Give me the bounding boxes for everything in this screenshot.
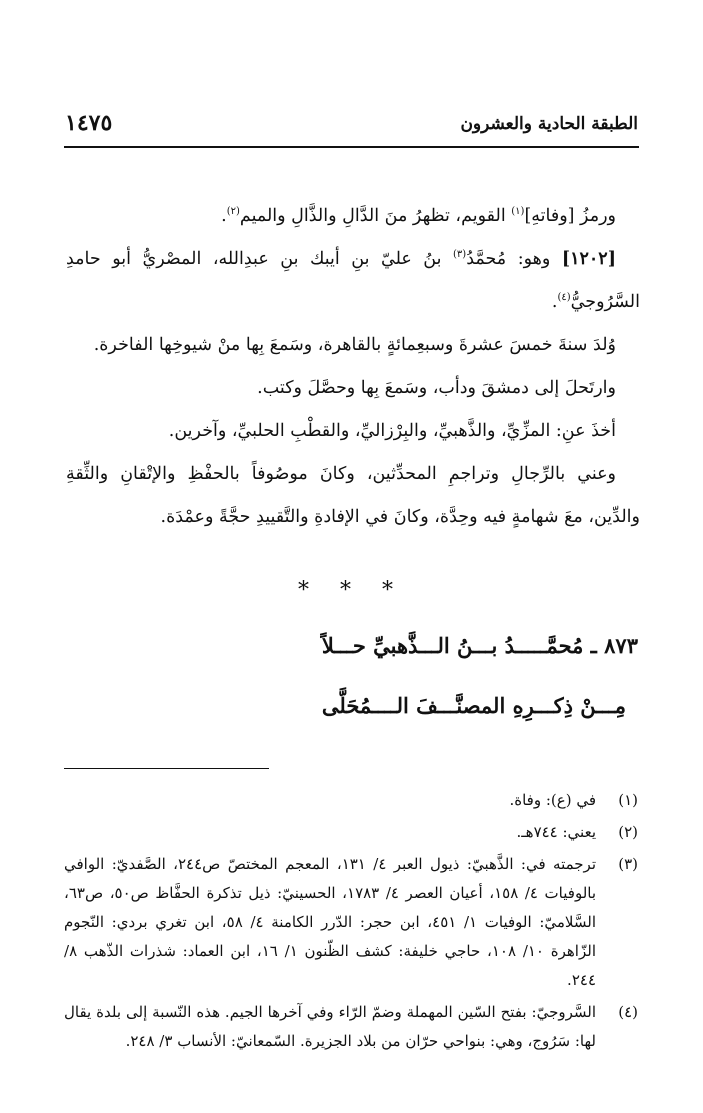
page-header (0, 110, 703, 144)
footnote-text: ترجمته في: الذَّهبيّ: ذيول العبر ٤/ ١٣١، المعجم المختصّ ص٢٤٤، الصَّفديّ: الوافي بالوفيات ٤/ ١٥٨، أعيان العصر ٤/ ١٧٨٣، الحسينيّ: ذيل تذكرة الحفَّاظ ص٥٠، ص٦٣، السَّلاميّ: الوفيات ١/ ٤٥١، ابن حجر: الدّرر الكامنة ٤/ ٥٨، ابن تغري بردي: النّجوم الزّاهرة ١٠/ ١٠٨، حاجي خليفة: كشف الظّنون ١/ ١٦، ابن العماد: شذرات الذّهب ٨/ ٢٤٤. (64, 855, 597, 989)
footnote-number: (٣) (618, 855, 638, 873)
main-text (66, 195, 640, 539)
footnote-ref-1[interactable]: (١) (511, 206, 525, 218)
section-divider-stars: * * * (298, 578, 405, 603)
paragraph-5: أخذَ عنِ: المزِّيِّ، والذَّهبيِّ، والبِرْزاليِّ، والقطْبِ الحلبيِّ، وآخرين. (168, 421, 616, 441)
header-rule (64, 146, 639, 148)
entry-number: [١٢٠٢] (561, 249, 616, 269)
entry-873-line-1: ٨٧٣ ـ مُحمَّـــــدُ بـــنُ الـــذَّهبيِّ حـــلاً (321, 633, 638, 658)
paragraph-1: ورمزُ [وفاتهِ]$^{(١)}$ القويم، تظهرُ منَ الدَّالِ والذَّالِ والميم$^{(٢)}$. (221, 206, 616, 226)
footnote-number: (٤) (618, 1003, 638, 1021)
footnote-3 (64, 850, 638, 995)
footnote-2 (64, 818, 638, 847)
footnote-number: (١) (618, 791, 638, 809)
footnote-ref-3[interactable]: (٣) (453, 249, 467, 261)
footnote-4 (64, 998, 638, 1056)
paragraph-3: وُلدَ سنةَ خمسَ عشرةَ وسبعِمائةٍ بالقاهرة، وسَمعَ بِها منْ شيوخِها الفاخرة. (93, 335, 616, 355)
footnote-text: في (ع): وفاة. (509, 791, 596, 809)
paragraph-6: وعني بالرِّجالِ وتراجمِ المحدِّثين، وكانَ موصُوفاً بالحفْظِ والإتْقانِ والثِّقةِ والدِّين، معَ شهامةٍ فيه وحِدَّة، وكانَ في الإفادةِ والتَّقييدِ حجَّةً وعمْدَة. (66, 464, 640, 527)
footnotes (64, 786, 638, 1059)
entry-873-heading (63, 616, 638, 736)
footnote-1 (64, 786, 638, 815)
footnote-text: يعني: ٧٤٤هـ. (516, 823, 596, 841)
footnote-number: (٢) (618, 823, 638, 841)
paragraph-4: وارتَحلَ إلى دمشقَ ودأب، وسَمعَ بِها وحصَّلَ وكتب. (257, 378, 616, 398)
footnote-text: السَّروجيّ: بفتح السّين المهملة وضمّ الرّاء وفي آخرها الجيم. هذه النّسبة إلى بلدة يقال لها: سَرُوج، وهي: بنواحي حرّان من بلاد الجزيرة. السّمعانيّ: الأنساب ٣/ ٢٤٨. (64, 1003, 596, 1050)
paragraph-2: [١٢٠٢] وهو: مُحمَّدُ$^{(٣)}$ بنُ عليّ بنِ أيبك بنِ عبدِالله، المصْريُّ أبو حامدِ السَّرُوجيُّ$^{(٤)}$. (66, 249, 640, 312)
page-number: ١٤٧٥ (65, 110, 113, 136)
entry-873-line-2: مِـــنْ ذِكـــرِهِ المصنَّـــفَ الــــمُحَلَّى (321, 693, 626, 718)
footnote-ref-2[interactable]: (٢) (226, 206, 240, 218)
footnote-ref-4[interactable]: (٤) (557, 292, 571, 304)
footnote-rule (64, 768, 269, 769)
running-title: الطبقة الحادية والعشرون (460, 114, 638, 134)
